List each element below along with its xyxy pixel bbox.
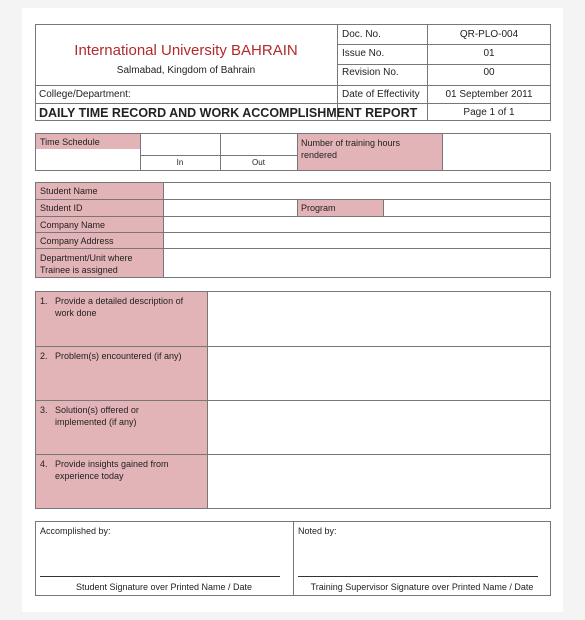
question-1: [40, 295, 205, 319]
question-2-answer[interactable]: [208, 347, 550, 400]
question-1-answer[interactable]: [208, 292, 550, 346]
revision-no-label: Revision No.: [342, 67, 399, 78]
issue-no-label: Issue No.: [342, 48, 385, 59]
student-id-label: Student ID: [40, 203, 83, 213]
student-signature-caption: Student Signature over Printed Name / Date: [75, 582, 253, 592]
department-unit-label: Department/Unit where Trainee is assigned: [40, 253, 133, 275]
question-3-answer[interactable]: [208, 401, 550, 454]
training-hours-label: Number of training hours rendered: [301, 138, 401, 160]
company-name-field[interactable]: [164, 217, 550, 232]
in-label: In: [176, 158, 184, 167]
document-page: [22, 8, 563, 612]
supervisor-signature-line[interactable]: [298, 576, 538, 578]
revision-no-value: 00: [483, 67, 495, 78]
question-2-text: Problem(s) encountered (if any): [55, 351, 182, 361]
doc-no-value: QR-PLO-004: [459, 29, 519, 40]
company-address-label: Company Address: [40, 236, 114, 246]
out-label: Out: [252, 158, 265, 167]
student-id-field[interactable]: [164, 200, 297, 216]
question-3-text: Solution(s) offered or implemented (if any): [55, 405, 139, 427]
program-label: Program: [301, 203, 336, 213]
question-1-text: Provide a detailed description of work done: [55, 296, 184, 318]
student-name-label: Student Name: [40, 186, 98, 196]
effectivity-value: 01 September 2011: [445, 89, 533, 100]
accomplished-by-label: Accomplished by:: [40, 526, 111, 536]
page-info: Page 1 of 1: [463, 107, 515, 118]
question-2-number: 2.: [40, 351, 48, 361]
noted-by-label: Noted by:: [298, 526, 337, 536]
program-field[interactable]: [384, 200, 550, 216]
doc-no-label: Doc. No.: [342, 29, 381, 40]
student-name-field[interactable]: [164, 183, 550, 199]
question-4-answer[interactable]: [208, 455, 550, 508]
supervisor-signature-caption: Training Supervisor Signature over Printed Name / Date: [310, 582, 534, 592]
company-name-label: Company Name: [40, 220, 106, 230]
question-4-text: Provide insights gained from experience today: [55, 459, 169, 481]
question-4-number: 4.: [40, 459, 48, 469]
question-4: [40, 458, 205, 482]
university-name: International University BAHRAIN: [74, 42, 298, 59]
college-department-label: College/Department:: [39, 89, 131, 100]
student-signature-line[interactable]: [40, 576, 280, 578]
question-3-number: 3.: [40, 405, 48, 415]
issue-no-value: 01: [483, 48, 495, 59]
university-location: Salmabad, Kingdom of Bahrain: [116, 65, 256, 76]
time-schedule-label: Time Schedule: [40, 137, 100, 147]
question-2: [40, 350, 205, 362]
time-in-field[interactable]: [141, 134, 220, 155]
question-1-number: 1.: [40, 296, 48, 306]
time-out-field[interactable]: [221, 134, 297, 155]
report-title: DAILY TIME RECORD AND WORK ACCOMPLISHMENT REPORT: [39, 106, 418, 120]
company-address-field[interactable]: [164, 233, 550, 248]
effectivity-label: Date of Effectivity: [342, 89, 420, 100]
department-unit-field[interactable]: [164, 249, 550, 277]
training-hours-field[interactable]: [443, 134, 550, 170]
question-3: [40, 404, 205, 428]
